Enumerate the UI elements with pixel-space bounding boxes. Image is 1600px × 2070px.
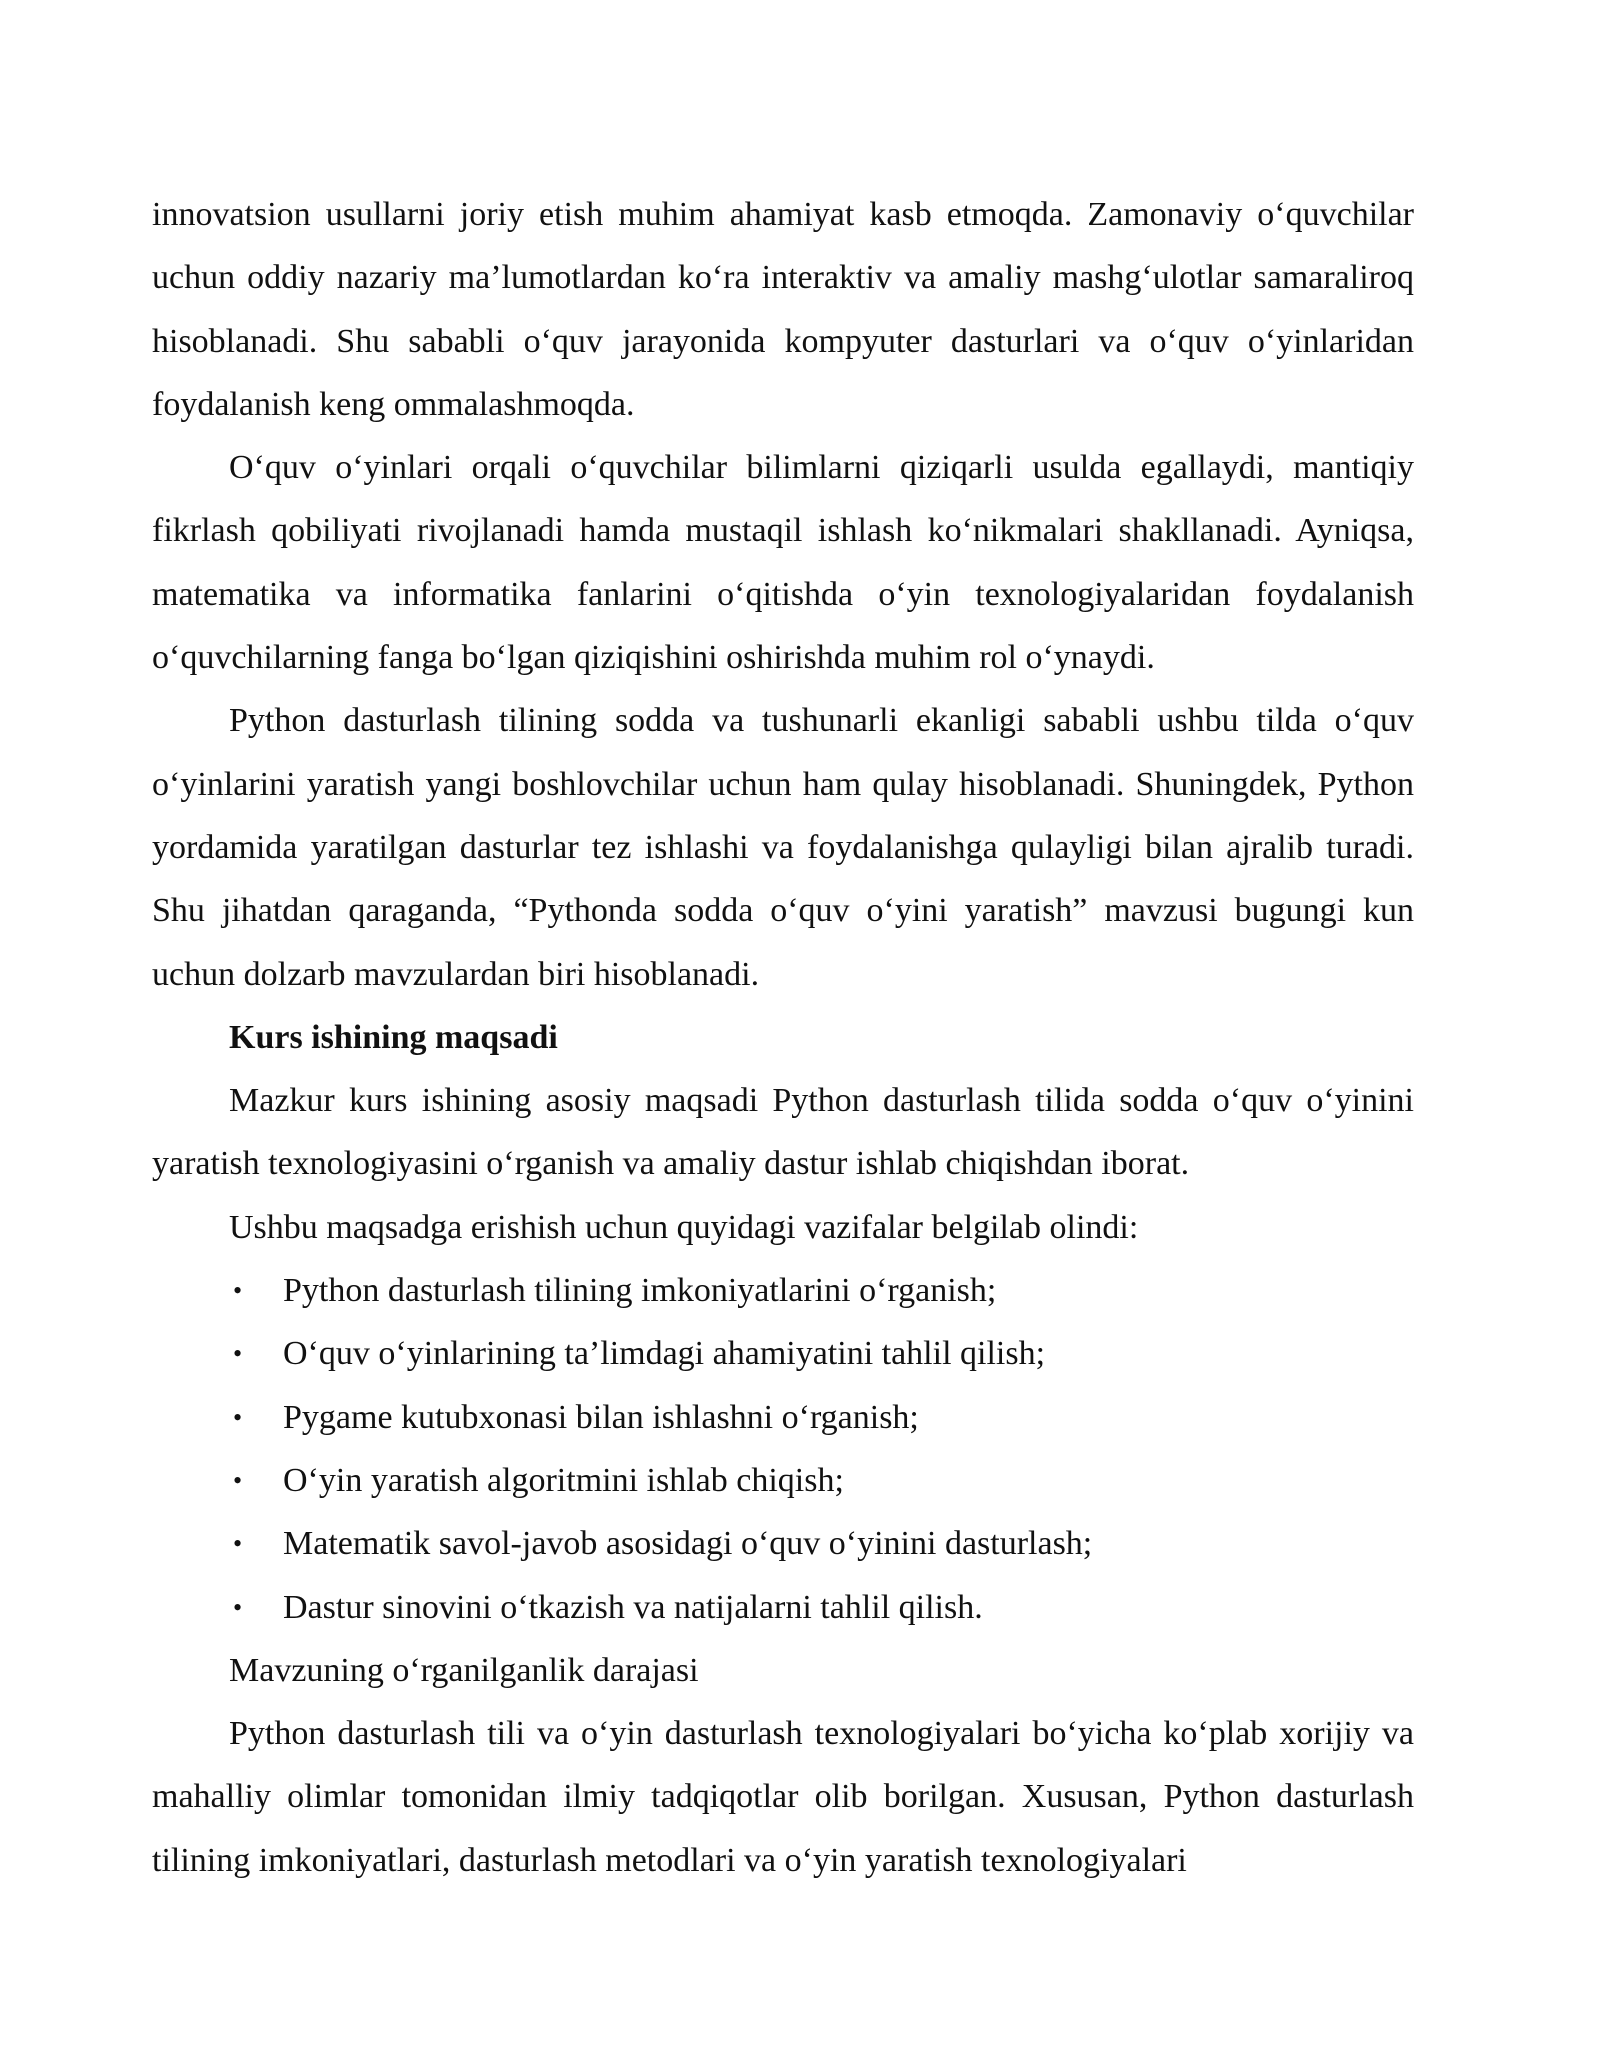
paragraph-intro-continuation: innovatsion usullarni joriy etish muhim ahamiyat kasb etmoqda. Zamonaviy o‘quvchilar uchun oddiy nazariy ma’lumotlardan ko‘ra interaktiv va amaliy mashg‘ulotlar samaraliroq hisoblanadi. Shu sababli o‘quv jarayonida kompyuter dasturlari va o‘quv o‘yinlaridan foydalanish keng ommalashmoqda. xyxy=(152,196,1414,423)
bullet-icon: • xyxy=(233,1276,243,1306)
list-item-text: Matematik savol-javob asosidagi o‘quv o‘yinini dasturlash; xyxy=(283,1525,1093,1563)
section-subheading-study-level: Mavzuning o‘rganilganlik darajasi xyxy=(229,1651,699,1689)
list-item xyxy=(152,1512,1414,1575)
paragraph-goal: Mazkur kurs ishining asosiy maqsadi Python dasturlash tilida sodda o‘quv o‘yinini yaratish texnologiyasini o‘rganish va amaliy dastur ishlab chiqishdan iborat. xyxy=(152,1082,1414,1183)
list-item xyxy=(152,1576,1414,1639)
list-item xyxy=(152,1386,1414,1449)
paragraph-research-review: Python dasturlash tili va o‘yin dasturlash texnologiyalari bo‘yicha ko‘plab xorijiy va mahalliy olimlar tomonidan ilmiy tadqiqotlar olib borilgan. Xususan, Python dasturlash tilining imkoniyatlari, dasturlash metodlari va o‘yin yaratish texnologiyalari xyxy=(152,1715,1414,1879)
bullet-icon: • xyxy=(233,1339,243,1369)
list-item xyxy=(152,1322,1414,1385)
document-page xyxy=(152,183,1414,1892)
list-item-text: O‘quv o‘yinlarining ta’limdagi ahamiyatini tahlil qilish; xyxy=(283,1335,1046,1373)
bullet-icon: • xyxy=(233,1402,243,1432)
list-item xyxy=(152,1259,1414,1322)
paragraph-python-relevance: Python dasturlash tilining sodda va tushunarli ekanligi sababli ushbu tilda o‘quv o‘yinlarini yaratish yangi boshlovchilar uchun ham qulay hisoblanadi. Shuningdek, Python yordamida yaratilgan dasturlar tez ishlashi va foydalanishga qulayligi bilan ajralib turadi. Shu jihatdan qaraganda, “Pythonda sodda o‘quv o‘yini yaratish” mavzusi bugungi kun uchun dolzarb mavzulardan biri hisoblanadi. xyxy=(152,702,1414,993)
bullet-icon: • xyxy=(233,1465,243,1495)
bullet-icon: • xyxy=(233,1529,243,1559)
list-item-text: O‘yin yaratish algoritmini ishlab chiqish; xyxy=(283,1461,844,1499)
section-heading-goal: Kurs ishining maqsadi xyxy=(229,1018,558,1056)
task-list xyxy=(152,1259,1414,1639)
bullet-icon: • xyxy=(233,1592,243,1622)
paragraph-educational-games: O‘quv o‘yinlari orqali o‘quvchilar bilimlarni qiziqarli usulda egallaydi, mantiqiy fikrlash qobiliyati rivojlanadi hamda mustaqil ishlash ko‘nikmalari shakllanadi. Ayniqsa, matematika va informatika fanlarini o‘qitishda o‘yin texnologiyalaridan foydalanish o‘quvchilarning fanga bo‘lgan qiziqishini oshirishda muhim rol o‘ynaydi. xyxy=(152,449,1414,677)
list-item-text: Python dasturlash tilining imkoniyatlarini o‘rganish; xyxy=(283,1272,997,1310)
list-item-text: Dastur sinovini o‘tkazish va natijalarni tahlil qilish. xyxy=(283,1588,983,1626)
list-item xyxy=(152,1449,1414,1512)
paragraph-tasks-intro: Ushbu maqsadga erishish uchun quyidagi vazifalar belgilab olindi: xyxy=(229,1208,1139,1246)
list-item-text: Pygame kutubxonasi bilan ishlashni o‘rganish; xyxy=(283,1398,919,1436)
